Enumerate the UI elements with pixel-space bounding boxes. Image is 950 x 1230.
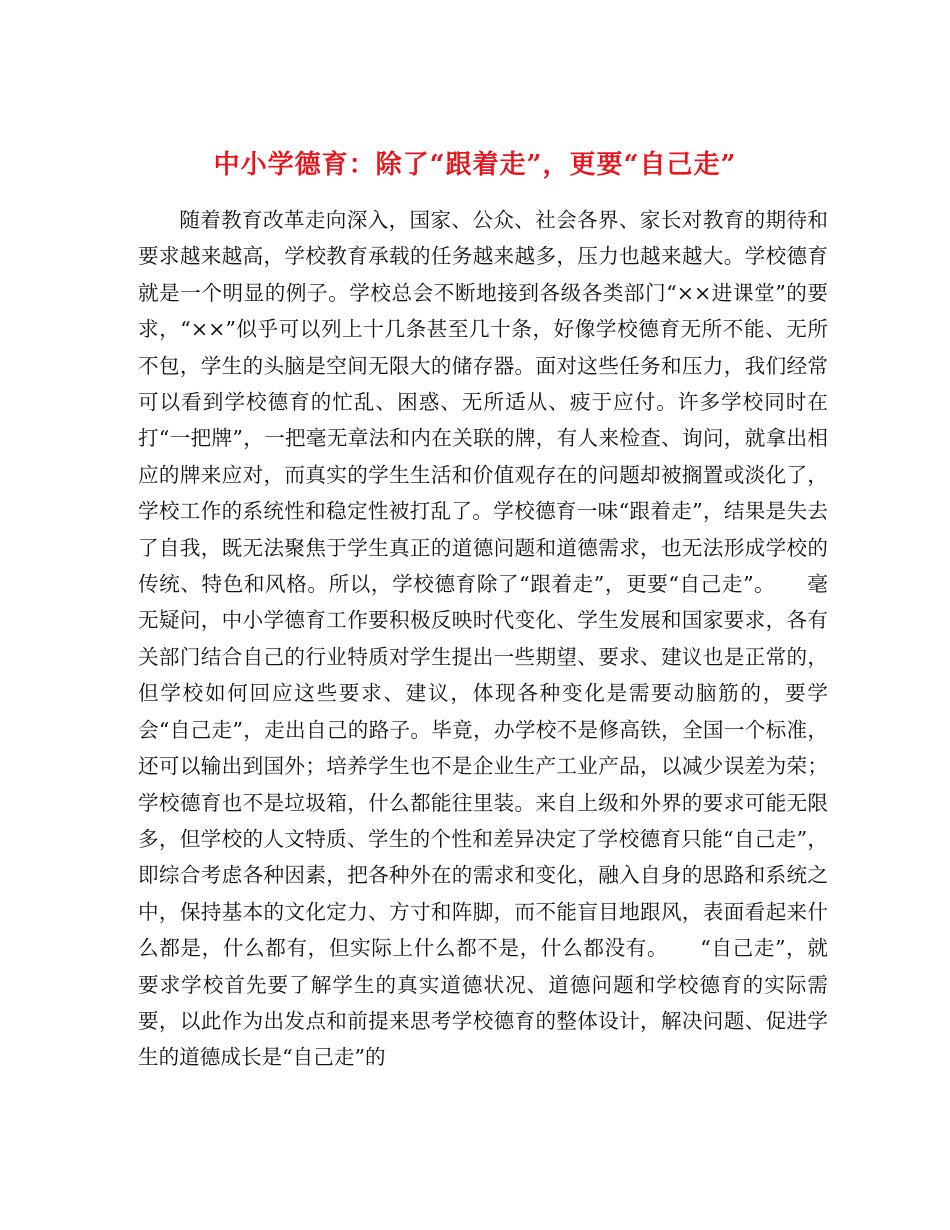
document-body-paragraph: 随着教育改革走向深入，国家、公众、社会各界、家长对教育的期待和要求越来越高，学校教育承载的任务越来越多，压力也越来越大。学校德育就是一个明显的例子。学校总会不断地接到各级各类部门“××进课堂”的要求，“××”似乎可以列上十几条甚至几十条，好像学校德育无所不能、无所不包，学生的头脑是空间无限大的储存器。面对这些任务和压力，我们经常可以看到学校德育的忙乱、困惑、无所适从、疲于应付。许多学校同时在打“一把牌”，一把毫无章法和内在关联的牌，有人来检查、询问，就拿出相应的牌来应对，而真实的学生生活和价值观存在的问题却被搁置或淡化了，学校工作的系统性和稳定性被打乱了。学校德育一味“跟着走”，结果是失去了自我，既无法聚焦于学生真正的道德问题和道德需求，也无法形成学校的传统、特色和风格。所以，学校德育除了“跟着走”，更要“自己走”。 毫无疑问，中小学德育工作要积极反映时代变化、学生发展和国家要求，各有关部门结合自己的行业特质对学生提出一些期望、要求、建议也是正常的，但学校如何回应这些要求、建议，体现各种变化是需要动脑筋的，要学会“自己走”，走出自己的路子。毕竟，办学校不是修高铁，全国一个标准，还可以输出到国外；培养学生也不是企业生产工业产品，以减少误差为荣；学校德育也不是垃圾箱，什么都能往里装。来自上级和外界的要求可能无限多，但学校的人文特质、学生的个性和差异决定了学校德育只能“自己走”，即综合考虑各种因素，把各种外在的需求和变化，融入自身的思路和系统之中，保持基本的文化定力、方寸和阵脚，而不能盲目地跟风，表面看起来什么都是，什么都有，但实际上什么都不是，什么都没有。 “自己走”，就要求学校首先要了解学生的真实道德状况、道德问题和学校德育的实际需要，以此作为出发点和前提来思考学校德育的整体设计，解决问题、促进学生的道德成长是“自己走”的: [138, 208, 828, 1070]
document-title: 中小学德育：除了“跟着走”，更要“自己走”: [213, 150, 737, 181]
